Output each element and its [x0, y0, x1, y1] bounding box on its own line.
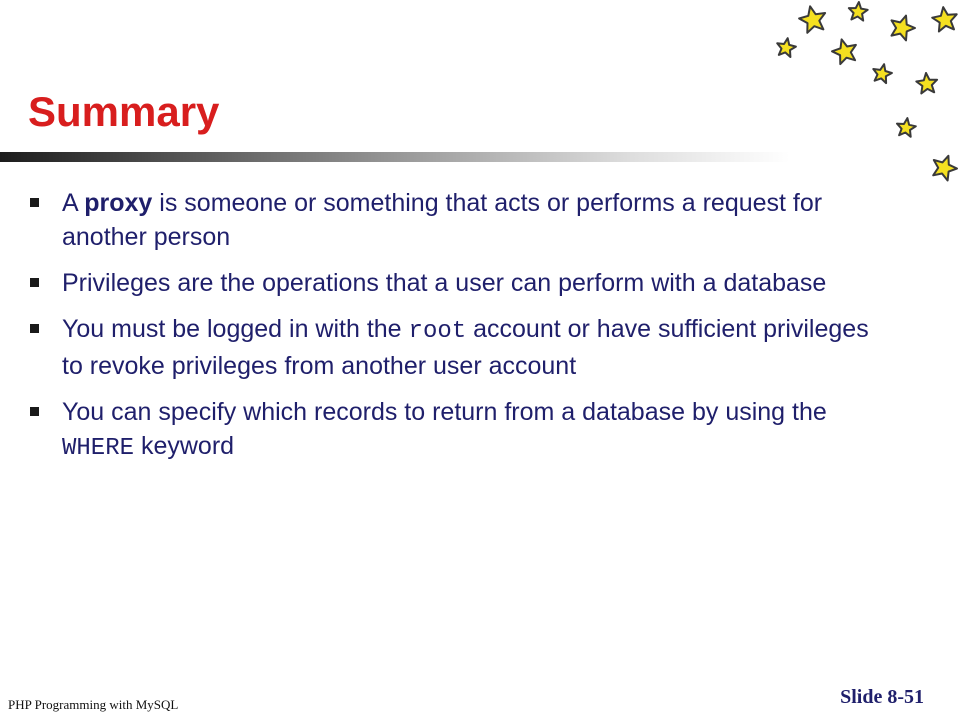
star-icon	[799, 6, 825, 33]
star-icon	[916, 73, 937, 93]
text-run: keyword	[134, 432, 235, 460]
bullet-text	[62, 398, 827, 460]
text-run: A	[62, 189, 85, 217]
star-icon	[832, 39, 856, 64]
star-icon	[932, 7, 957, 31]
bullet-text	[62, 315, 869, 380]
bullet-item	[30, 312, 870, 383]
text-run: You can specify which records to return from a database by using the	[62, 398, 827, 426]
star-icon	[777, 38, 796, 57]
bullet-list	[30, 186, 870, 478]
star-icon	[892, 16, 916, 41]
bullet-item	[30, 266, 870, 300]
star-icon	[873, 64, 892, 83]
code-keyword: root	[408, 318, 467, 345]
bullet-text	[62, 189, 822, 251]
footer-slide-number: Slide 8-51	[840, 686, 924, 708]
star-icon	[933, 156, 957, 181]
slide-title: Summary	[28, 88, 220, 135]
bullet-square-icon	[30, 324, 39, 333]
bullet-square-icon	[30, 278, 39, 287]
bullet-item	[30, 395, 870, 466]
stars-decoration	[760, 0, 960, 200]
code-keyword: WHERE	[62, 435, 135, 462]
bold-term: proxy	[84, 189, 153, 217]
bullet-item	[30, 186, 870, 254]
bullet-square-icon	[30, 407, 39, 416]
text-run: Privileges are the operations that a user can perform with a database	[62, 269, 827, 297]
title-divider	[0, 152, 790, 162]
star-icon	[897, 118, 916, 137]
text-run: is someone or something that acts or performs a request for another person	[62, 189, 823, 251]
footer-course-title: PHP Programming with MySQL	[8, 697, 179, 712]
bullet-text	[62, 269, 826, 297]
bullet-square-icon	[30, 198, 39, 207]
star-icon	[849, 2, 868, 21]
text-run: account or have sufficient privileges to revoke privileges from another user account	[62, 315, 869, 380]
text-run: You must be logged in with the	[62, 315, 409, 343]
